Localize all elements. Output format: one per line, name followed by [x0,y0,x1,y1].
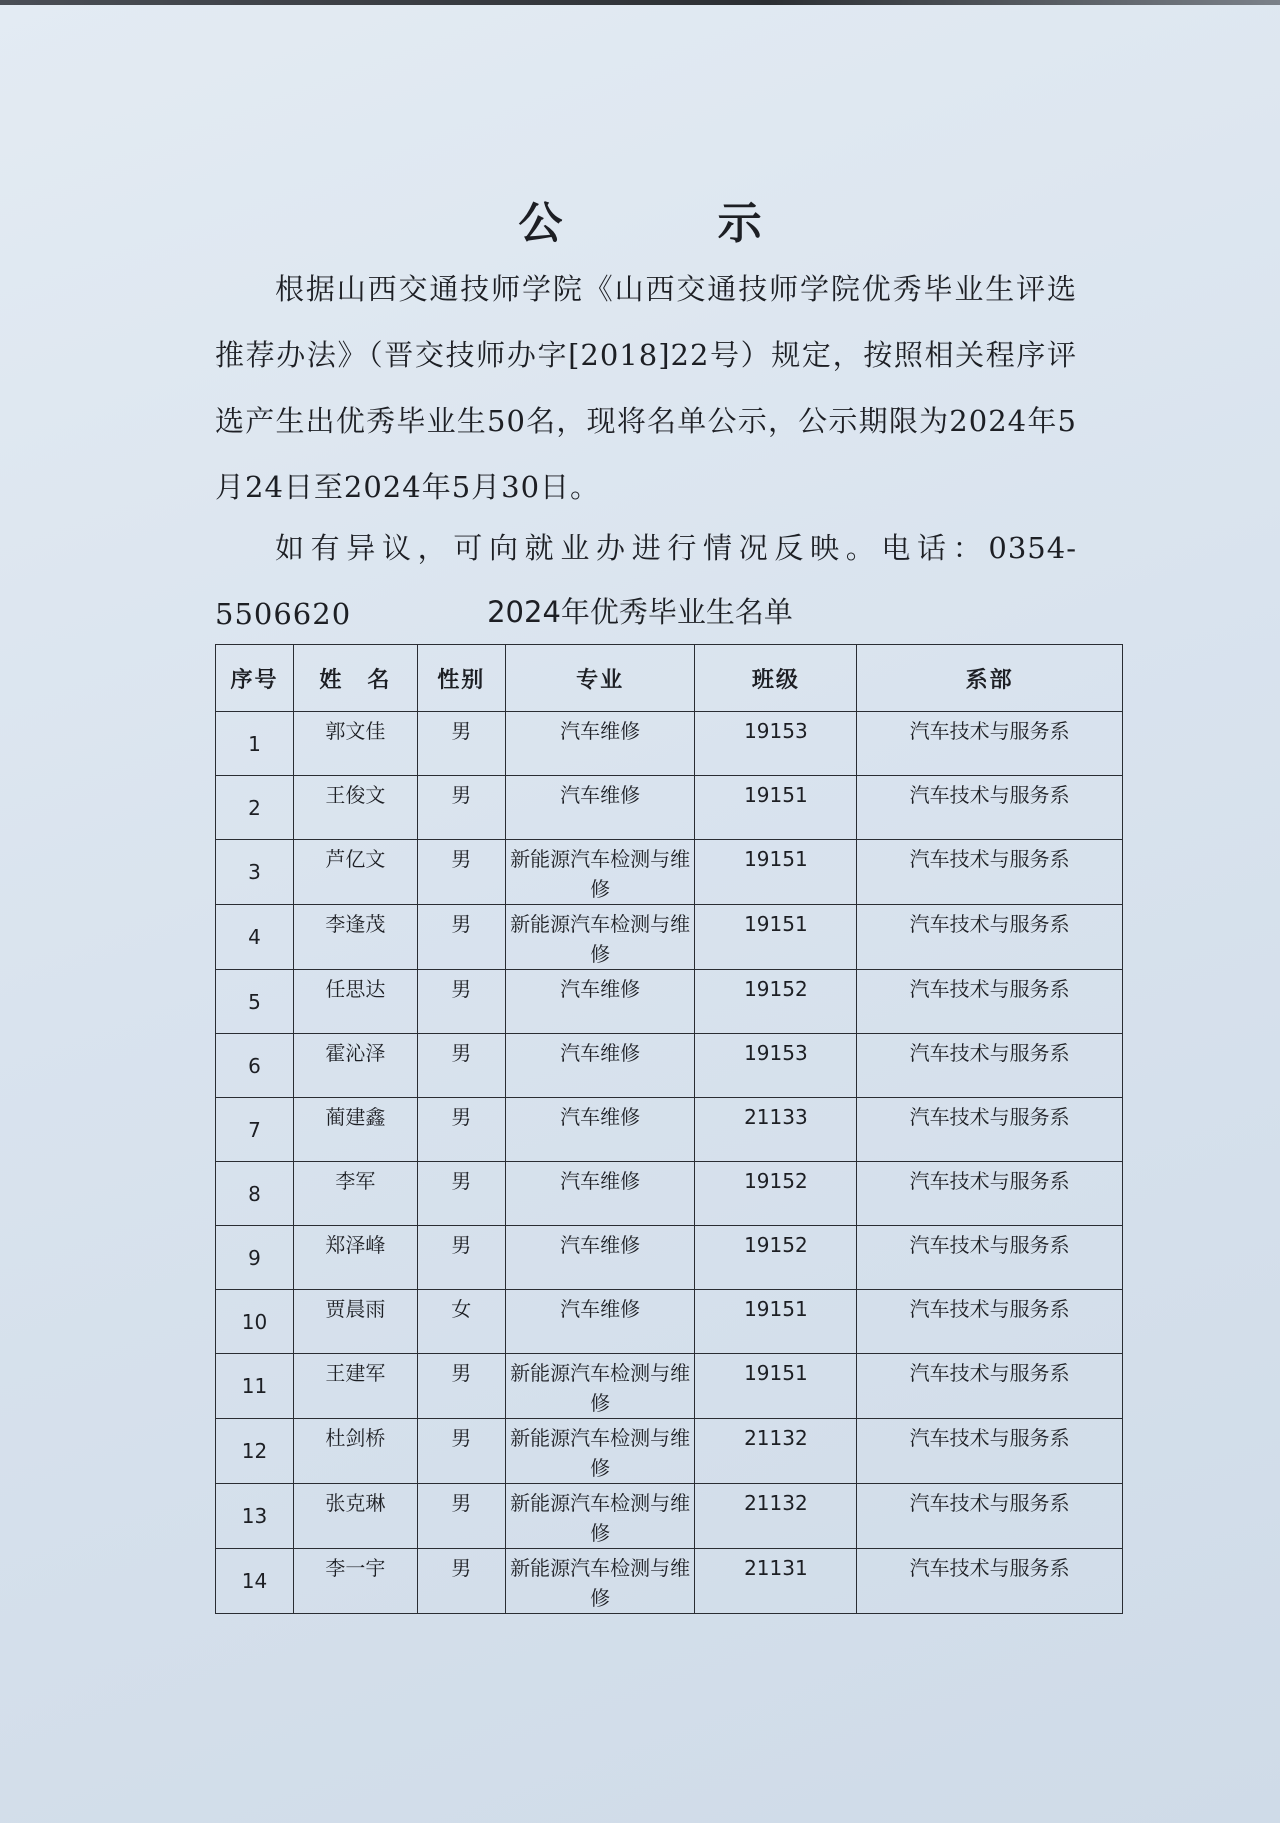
cell-gender: 男 [417,970,505,1034]
cell-no: 6 [216,1034,294,1098]
cell-name: 王俊文 [293,776,417,840]
cell-name: 王建军 [293,1354,417,1419]
cell-major: 汽车维修 [505,1162,695,1226]
graduate-roster-table [215,644,1123,1614]
cell-dept: 汽车技术与服务系 [857,840,1123,905]
table-body [216,712,1123,1614]
cell-gender: 男 [417,840,505,905]
cell-no: 14 [216,1549,294,1614]
cell-major: 汽车维修 [505,1226,695,1290]
notice-paragraph-2: 如有异议，可向就业办进行情况反映。电话：0354-5506620 [215,531,1077,631]
cell-name: 贾晨雨 [293,1290,417,1354]
table-row [216,1098,1123,1162]
cell-no: 1 [216,712,294,776]
roster-title: 2024年优秀毕业生名单 [487,595,793,629]
cell-dept: 汽车技术与服务系 [857,905,1123,970]
cell-no: 8 [216,1162,294,1226]
cell-major: 汽车维修 [505,1034,695,1098]
table-row [216,712,1123,776]
cell-major: 新能源汽车检测与维修 [505,1484,695,1549]
cell-no: 11 [216,1354,294,1419]
cell-gender: 男 [417,1419,505,1484]
table-row [216,1162,1123,1226]
cell-gender: 女 [417,1290,505,1354]
cell-dept: 汽车技术与服务系 [857,1419,1123,1484]
cell-major: 汽车维修 [505,1290,695,1354]
cell-no: 10 [216,1290,294,1354]
cell-gender: 男 [417,905,505,970]
cell-no: 5 [216,970,294,1034]
header-name: 姓 名 [293,645,417,712]
cell-gender: 男 [417,1226,505,1290]
table-row [216,970,1123,1034]
cell-no: 12 [216,1419,294,1484]
cell-dept: 汽车技术与服务系 [857,776,1123,840]
header-gender: 性别 [417,645,505,712]
cell-major: 新能源汽车检测与维修 [505,905,695,970]
header-class: 班级 [695,645,857,712]
cell-dept: 汽车技术与服务系 [857,1549,1123,1614]
cell-name: 郭文佳 [293,712,417,776]
cell-dept: 汽车技术与服务系 [857,1290,1123,1354]
cell-class: 19151 [695,905,857,970]
notice-paragraph-1: 根据山西交通技师学院《山西交通技师学院优秀毕业生评选推荐办法》（晋交技师办字[2018]22号）规定，按照相关程序评选产生出优秀毕业生50名，现将名单公示，公示期限为2024年5月24日至2024年5月30日。 [215,272,1077,504]
cell-dept: 汽车技术与服务系 [857,1034,1123,1098]
cell-class: 19153 [695,1034,857,1098]
cell-class: 19151 [695,1354,857,1419]
cell-name: 蔺建鑫 [293,1098,417,1162]
cell-name: 李一宇 [293,1549,417,1614]
cell-class: 19153 [695,712,857,776]
cell-major: 汽车维修 [505,970,695,1034]
cell-no: 2 [216,776,294,840]
table-row [216,905,1123,970]
table-row [216,1034,1123,1098]
cell-name: 霍沁泽 [293,1034,417,1098]
cell-no: 13 [216,1484,294,1549]
cell-gender: 男 [417,1162,505,1226]
cell-name: 杜剑桥 [293,1419,417,1484]
table-row [216,1226,1123,1290]
table-row [216,1354,1123,1419]
cell-class: 21132 [695,1484,857,1549]
cell-dept: 汽车技术与服务系 [857,1098,1123,1162]
header-major: 专业 [505,645,695,712]
cell-class: 21133 [695,1098,857,1162]
cell-gender: 男 [417,1484,505,1549]
cell-class: 19152 [695,1162,857,1226]
cell-gender: 男 [417,1354,505,1419]
cell-major: 新能源汽车检测与维修 [505,840,695,905]
cell-name: 张克琳 [293,1484,417,1549]
cell-gender: 男 [417,1034,505,1098]
cell-no: 3 [216,840,294,905]
table-row [216,1290,1123,1354]
cell-major: 新能源汽车检测与维修 [505,1354,695,1419]
cell-class: 19151 [695,1290,857,1354]
cell-major: 新能源汽车检测与维修 [505,1549,695,1614]
cell-gender: 男 [417,712,505,776]
header-dept: 系部 [857,645,1123,712]
cell-dept: 汽车技术与服务系 [857,970,1123,1034]
cell-class: 19151 [695,776,857,840]
table-row [216,776,1123,840]
table-row [216,1419,1123,1484]
cell-class: 19152 [695,970,857,1034]
cell-class: 21131 [695,1549,857,1614]
table-row [216,1549,1123,1614]
cell-name: 芦亿文 [293,840,417,905]
cell-name: 李军 [293,1162,417,1226]
cell-no: 4 [216,905,294,970]
cell-gender: 男 [417,1549,505,1614]
cell-dept: 汽车技术与服务系 [857,1162,1123,1226]
table-row [216,840,1123,905]
table-row [216,1484,1123,1549]
cell-dept: 汽车技术与服务系 [857,712,1123,776]
cell-dept: 汽车技术与服务系 [857,1354,1123,1419]
cell-name: 任思达 [293,970,417,1034]
cell-dept: 汽车技术与服务系 [857,1484,1123,1549]
cell-name: 李逢茂 [293,905,417,970]
cell-gender: 男 [417,1098,505,1162]
header-no: 序号 [216,645,294,712]
cell-no: 9 [216,1226,294,1290]
cell-major: 汽车维修 [505,712,695,776]
cell-dept: 汽车技术与服务系 [857,1226,1123,1290]
notice-title: 公 示 [518,198,832,249]
cell-class: 19151 [695,840,857,905]
cell-no: 7 [216,1098,294,1162]
table-header-row [216,645,1123,712]
cell-name: 郑泽峰 [293,1226,417,1290]
cell-class: 21132 [695,1419,857,1484]
cell-major: 汽车维修 [505,776,695,840]
cell-major: 汽车维修 [505,1098,695,1162]
cell-gender: 男 [417,776,505,840]
cell-major: 新能源汽车检测与维修 [505,1419,695,1484]
cell-class: 19152 [695,1226,857,1290]
